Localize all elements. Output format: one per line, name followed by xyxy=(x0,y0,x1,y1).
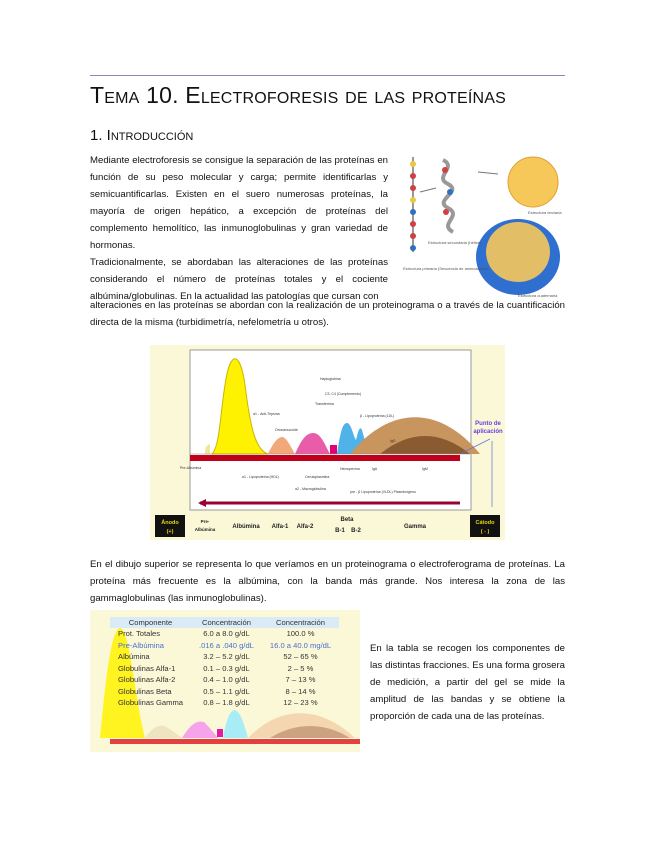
page-title: Tema 10. Electroforesis de las proteínas xyxy=(90,82,507,108)
fraction-label: B-2 xyxy=(351,528,361,534)
table-cell: .016 a .040 g/dL xyxy=(199,640,254,650)
fraction-label: Albúmina xyxy=(194,527,216,532)
anode-label: Ánodo xyxy=(161,520,179,526)
table-cell: 8 – 14 % xyxy=(285,686,316,696)
fraction-label: Alfa-2 xyxy=(296,524,314,530)
peak-label: Hemopexina xyxy=(340,467,360,471)
table-cell: 12 – 23 % xyxy=(283,698,318,708)
electrophoresis-figure xyxy=(150,345,505,540)
fraction-label: Gamma xyxy=(403,524,427,530)
peak-label: α2 - Macroglobulina xyxy=(295,487,326,491)
table-cell: 6.0 a 8.0 g/dL xyxy=(203,629,250,639)
table-cell: Globulinas Alfa-1 xyxy=(118,663,176,673)
table-row xyxy=(110,651,339,663)
secondary-structure-label: Estructura secundaria (hélice) xyxy=(428,240,482,245)
table-row xyxy=(110,686,339,698)
table-cell: 0.8 – 1.8 g/dL xyxy=(203,698,250,708)
paragraph-traditional-cont: alteraciones en las proteínas se abordan con la realización de un proteinograma o a través de la cuantificación directa de la misma (turbidimetría, nefelometría u otros). xyxy=(90,300,565,328)
peak-label: Orosomucoide xyxy=(275,428,298,432)
title-rule xyxy=(90,75,565,76)
paragraph-traditional: Tradicionalmente, se abordaban las alteraciones de las proteínas considerando el número de proteínas totales y el cociente albúmina/globulinas. En la actualidad las patologías que cursan con xyxy=(90,257,388,302)
peak-label: α1 - Lipoproteína (HDL) xyxy=(242,475,279,479)
peak-label: IgM xyxy=(422,467,428,471)
peak-label: IgA xyxy=(372,467,378,471)
application-point-label: aplicación xyxy=(473,429,503,435)
table-cell: 52 – 65 % xyxy=(283,652,318,662)
peak-label: Transferrina xyxy=(315,402,334,406)
fraction-label: Beta xyxy=(340,517,354,523)
table-cell: 3.2 – 5.2 g/dL xyxy=(203,652,250,662)
section-heading: 1. Introducción xyxy=(90,127,194,144)
anode-sign: (+) xyxy=(166,529,174,535)
table-cell: 0.5 – 1.1 g/dL xyxy=(203,686,250,696)
table-cell: 7 – 13 % xyxy=(285,675,316,685)
tertiary-structure-label: Estructura terciaria xyxy=(528,210,562,215)
paragraph-table-description: En la tabla se recogen los componentes de las distintas fracciones. Es una forma grosera de medición, a partir del gel se mide la amplitud de las bandas y se obtiene la proporción de cada una de las proteínas. xyxy=(370,643,565,722)
fraction-label: B-1 xyxy=(335,528,345,534)
table-cell: 2 – 5 % xyxy=(287,663,314,673)
table-cell: Pre-Albúmina xyxy=(118,640,165,650)
application-point-label: Punto de xyxy=(475,421,501,427)
fraction-label: Albúmina xyxy=(232,524,260,530)
peak-label: IgG xyxy=(390,439,396,443)
table-row xyxy=(110,628,339,640)
table-header: Componente xyxy=(110,617,191,628)
cathode-sign: ( - ) xyxy=(480,529,490,535)
protein-fractions-table xyxy=(110,617,339,709)
peak-label: Ceruloplasmina xyxy=(305,475,330,479)
peak-label: α1 - Anti-Tripsina xyxy=(253,412,280,416)
primary-structure-label: Estructura primaria (Secuencia de aminoácidos) xyxy=(403,266,489,271)
table-row xyxy=(110,640,339,652)
table-row xyxy=(110,663,339,675)
table-cell: Globulinas Alfa-2 xyxy=(118,675,176,685)
table-header: Concentración xyxy=(262,617,339,628)
peak-label: C3, C4 (Complemento) xyxy=(325,392,361,396)
peak-label: Haptoglobina xyxy=(320,377,341,381)
table-cell: 0.1 – 0.3 g/dL xyxy=(203,663,250,673)
table-header: Concentración xyxy=(191,617,262,628)
table-cell: 0.4 – 1.0 g/dL xyxy=(203,675,250,685)
table-cell: Prot. Totales xyxy=(118,629,161,639)
table-cell: 16.0 a 40.0 mg/dL xyxy=(269,640,332,650)
cathode-label: Cátodo xyxy=(475,520,495,526)
paragraph-figure-description: En el dibujo superior se representa lo que veríamos en un proteinograma o electroferograma de proteínas. La proteína más frecuente es la albúmina, con la banda más grande. Nos interesa la zona de las gammaglobulinas (las inmunoglobulinas). xyxy=(90,559,565,604)
peak-label: Pre-Albúmina xyxy=(180,466,202,470)
quaternary-structure-label: Estructura cuaternaria xyxy=(518,293,558,298)
peak-label: pre - β Lipoproteína (VLDL) Plasminógeno xyxy=(350,490,416,494)
table-cell: Globulinas Beta xyxy=(118,686,172,696)
protein-fractions-table-image xyxy=(90,610,360,752)
peak-label: β - Lipoproteína (LDL) xyxy=(360,414,395,418)
table-row xyxy=(110,697,339,709)
table-cell: Albúmina xyxy=(118,652,150,662)
table-cell: 100.0 % xyxy=(286,629,315,639)
protein-structure-image xyxy=(398,152,565,300)
fraction-label: Alfa-1 xyxy=(271,524,289,530)
table-row xyxy=(110,674,339,686)
paragraph-intro: Mediante electroforesis se consigue la separación de las proteínas en función de su peso molecular y carga; permite identificarlas y semicuantificarlas. Existen en el suero numerosas proteínas, la mayoría de origen hepático, a excepción de proteínas del complemento hemolítico, las inmunoglobulinas y gran variedad de hormonas. xyxy=(90,155,388,251)
fraction-label: Pre- xyxy=(200,519,210,524)
table-cell: Globulinas Gamma xyxy=(118,698,183,708)
